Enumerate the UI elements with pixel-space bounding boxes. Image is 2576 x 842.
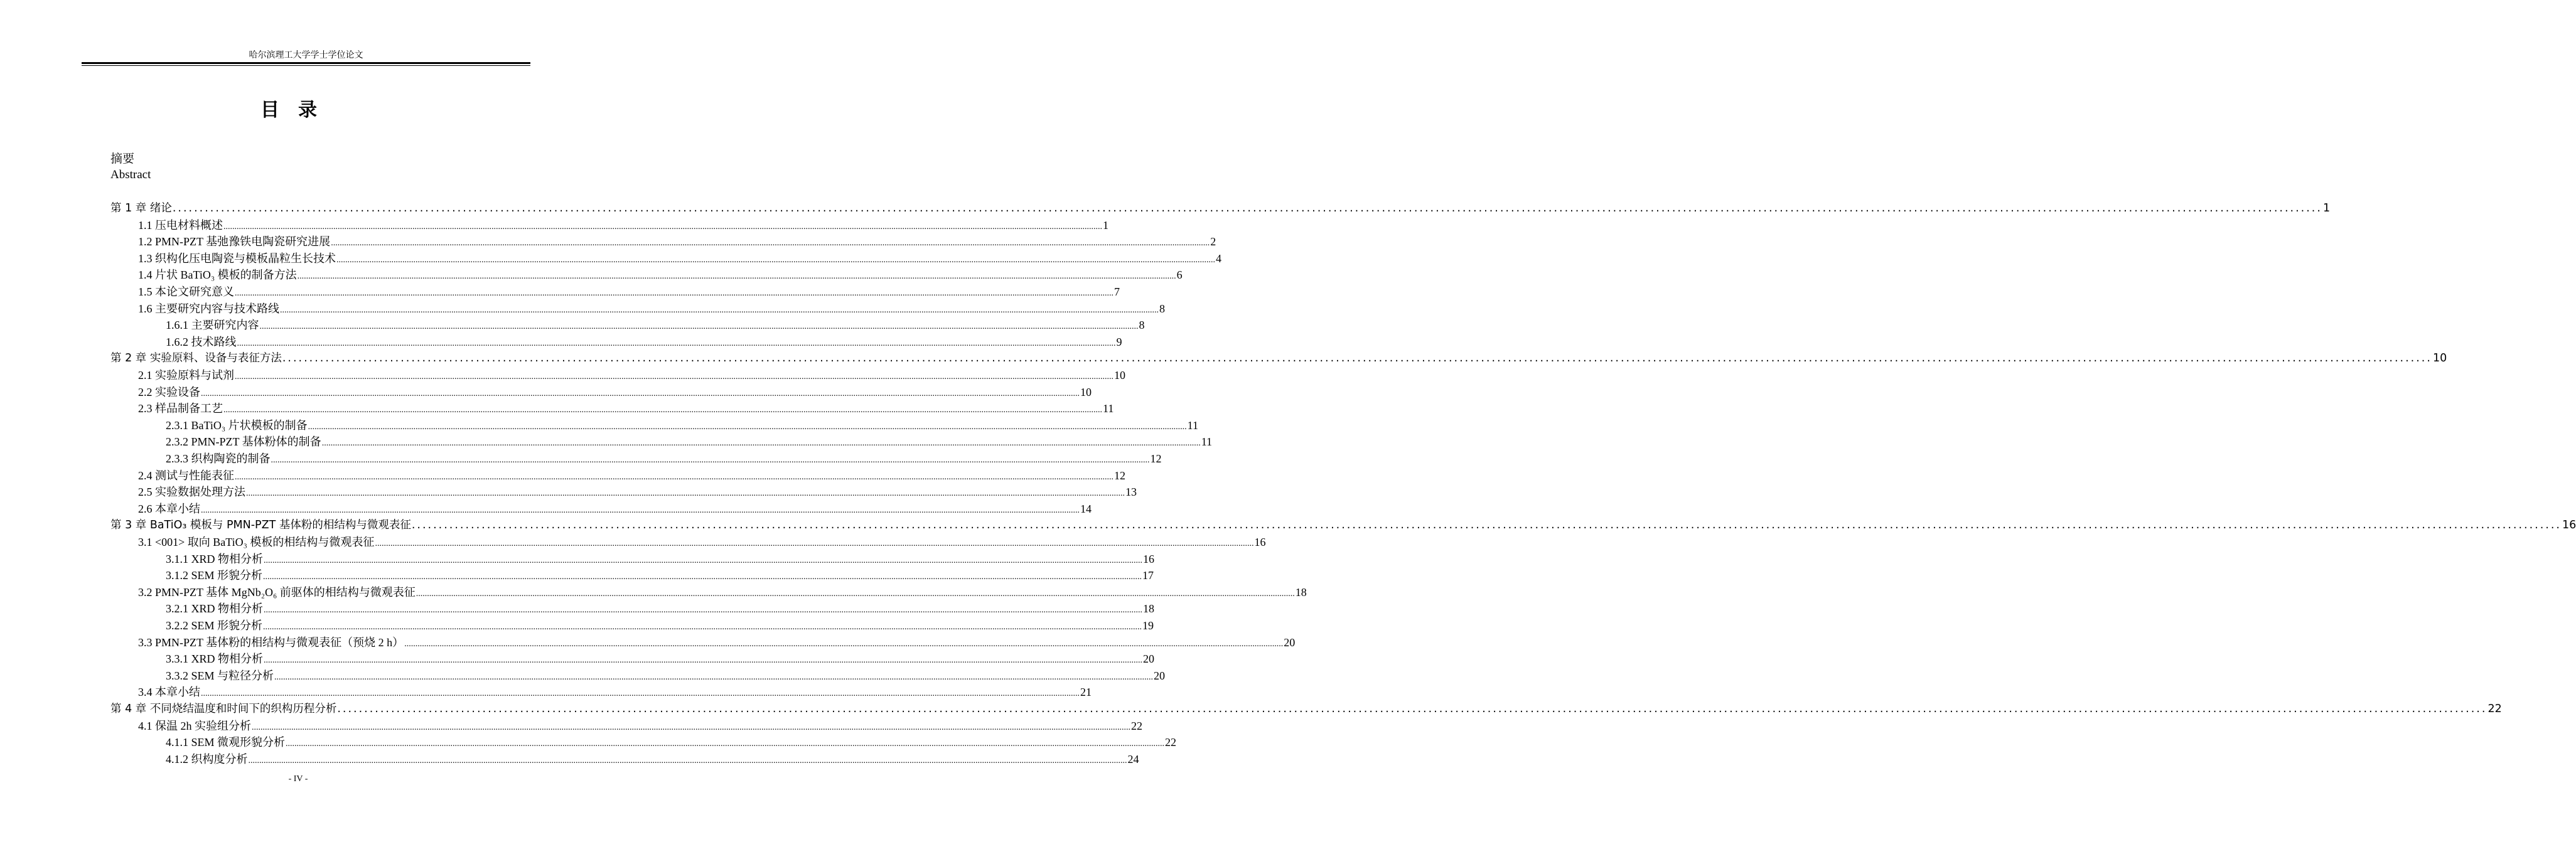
toc-section-entry[interactable] [138, 634, 1296, 650]
toc-chapter-entry[interactable] [110, 200, 2331, 216]
toc-entry-page: 20 [1154, 669, 1166, 682]
toc-section-entry[interactable] [138, 683, 1092, 700]
header-rule-thin [82, 65, 530, 66]
toc-section-entry[interactable] [138, 366, 1125, 383]
toc-subsection-entry[interactable] [166, 316, 1145, 333]
toc-subsection-entry[interactable] [166, 433, 1213, 449]
toc-dot-leader: ................................................................................................................................................................................................................................................................................................................................................................................................................ [331, 238, 1210, 248]
toc-dot-leader: ................................................................................................................................................................................................................................................................................................................................................................................................................ [248, 756, 1127, 765]
toc-dot-leader: ................................................................................................................................................................................................................................................................................................................................................................................................................ [280, 306, 1159, 315]
toc-dot-leader: ................................................................................................................................................................................................................................................................................................................................................................................................................ [337, 703, 2487, 715]
toc-entry-label: 2.1 实验原料与试剂 [138, 369, 234, 381]
toc-entry-page: 20 [1143, 653, 1155, 665]
toc-dot-leader: ................................................................................................................................................................................................................................................................................................................................................................................................................ [404, 639, 1284, 649]
toc-entry-label: 第 3 章 BaTiO₃ 模板与 PMN-PZT 基体粉的相结构与微观表征 [110, 519, 411, 531]
toc-entry-page: 14 [1080, 503, 1092, 515]
toc-entry-page: 20 [1284, 636, 1296, 649]
toc-dot-leader: ................................................................................................................................................................................................................................................................................................................................................................................................................ [336, 255, 1215, 265]
toc-entry-page: 12 [1114, 469, 1125, 482]
toc-entry-label: 3.2.1 XRD 物相分析 [166, 602, 264, 615]
toc-entry-label: 1.3 织构化压电陶瓷与模板晶粒生长技术 [138, 252, 336, 265]
toc-entry-page: 8 [1139, 319, 1145, 331]
toc-section-entry[interactable] [138, 383, 1092, 400]
toc-entry-label: 3.3.2 SEM 与粒径分析 [166, 669, 274, 682]
toc-subsection-entry[interactable] [166, 550, 1155, 567]
toc-entry-page: 10 [2432, 352, 2447, 365]
toc-subsection-entry[interactable] [166, 667, 1166, 683]
toc-entry-page: 1 [1103, 219, 1108, 232]
toc-subsection-entry[interactable] [166, 733, 1177, 750]
toc-title: 目录 [260, 99, 336, 121]
toc-entry-label: 2.5 实验数据处理方法 [138, 486, 245, 498]
toc-dot-leader: ................................................................................................................................................................................................................................................................................................................................................................................................................ [263, 572, 1142, 582]
toc-dot-leader: ................................................................................................................................................................................................................................................................................................................................................................................................................ [201, 689, 1080, 698]
toc-entry-label: 2.3.1 BaTiO₃ 片状模板的制备 [166, 419, 308, 432]
toc-entry-label: 2.6 本章小结 [138, 503, 200, 515]
toc-section-entry[interactable] [138, 500, 1092, 516]
toc-section-entry[interactable] [138, 533, 1266, 550]
toc-entry-label: 2.2 实验设备 [138, 386, 200, 398]
toc-subsection-entry[interactable] [166, 567, 1154, 583]
toc-entry-page: 10 [1114, 369, 1125, 381]
toc-dot-leader: ................................................................................................................................................................................................................................................................................................................................................................................................................ [235, 372, 1114, 381]
toc-dot-leader: ................................................................................................................................................................................................................................................................................................................................................................................................................ [235, 289, 1114, 298]
toc-entry-page: 10 [1080, 386, 1092, 398]
toc-entry-page: 19 [1142, 619, 1154, 632]
toc-entry-page: 22 [1165, 736, 1177, 749]
toc-dot-leader: ................................................................................................................................................................................................................................................................................................................................................................................................................ [271, 456, 1150, 465]
toc-dot-leader: ................................................................................................................................................................................................................................................................................................................................................................................................................ [246, 489, 1125, 498]
toc-entry-page: 11 [1201, 435, 1213, 448]
toc-entry-label: 2.4 测试与性能表征 [138, 469, 234, 482]
toc-dot-leader: ................................................................................................................................................................................................................................................................................................................................................................................................................ [252, 723, 1130, 732]
toc-section-entry[interactable] [138, 400, 1114, 416]
toc-entry-page: 18 [1143, 602, 1155, 615]
toc-dot-leader: ................................................................................................................................................................................................................................................................................................................................................................................................................ [201, 506, 1080, 515]
toc-entry-page: 8 [1159, 302, 1165, 315]
toc-dot-leader: ................................................................................................................................................................................................................................................................................................................................................................................................................ [237, 339, 1116, 348]
toc-dot-leader: ................................................................................................................................................................................................................................................................................................................................................................................................................ [308, 422, 1187, 432]
toc-dot-leader: ................................................................................................................................................................................................................................................................................................................................................................................................................ [375, 539, 1254, 548]
toc-dot-leader: ................................................................................................................................................................................................................................................................................................................................................................................................................ [264, 605, 1143, 615]
toc-dot-leader: ................................................................................................................................................................................................................................................................................................................................................................................................................ [223, 405, 1102, 415]
toc-section-entry[interactable] [138, 233, 1216, 249]
toc-dot-leader: ................................................................................................................................................................................................................................................................................................................................................................................................................ [201, 389, 1080, 398]
toc-subsection-entry[interactable] [166, 450, 1162, 466]
toc-dot-leader: ................................................................................................................................................................................................................................................................................................................................................................................................................ [286, 739, 1165, 749]
toc-entry-label: 4.1.2 织构度分析 [166, 753, 248, 765]
toc-section-entry[interactable] [138, 266, 1183, 282]
toc-subsection-entry[interactable] [166, 600, 1155, 616]
toc-entry-page: 16 [1254, 536, 1266, 548]
toc-dot-leader: ................................................................................................................................................................................................................................................................................................................................................................................................................ [274, 673, 1154, 682]
toc-section-entry[interactable] [138, 250, 1221, 266]
toc-dot-leader: ................................................................................................................................................................................................................................................................................................................................................................................................................ [416, 589, 1295, 599]
toc-entry-label: 1.6 主要研究内容与技术路线 [138, 302, 279, 315]
toc-dot-leader: ................................................................................................................................................................................................................................................................................................................................................................................................................ [264, 556, 1143, 565]
header-rule-thick [82, 62, 530, 64]
toc-dot-leader: ................................................................................................................................................................................................................................................................................................................................................................................................................ [297, 272, 1176, 281]
toc-entry-label: 第 4 章 不同烧结温度和时间下的织构历程分析 [110, 703, 337, 715]
toc-entry-page: 16 [1143, 553, 1155, 565]
toc-subsection-entry[interactable] [166, 650, 1155, 666]
toc-entry-label: 2.3.3 织构陶瓷的制备 [166, 452, 271, 465]
toc-entry-label: 3.3 PMN-PZT 基体粉的相结构与微观表征（预烧 2 h） [138, 636, 404, 649]
toc-dot-leader: ................................................................................................................................................................................................................................................................................................................................................................................................................ [282, 352, 2432, 365]
toc-chapter-entry[interactable] [110, 349, 2447, 366]
toc-entry-page: 21 [1080, 686, 1092, 698]
toc-entry-label: 1.5 本论文研究意义 [138, 285, 234, 298]
toc-entry-label: 2.3 样品制备工艺 [138, 402, 223, 415]
toc-entry-label: 3.2 PMN-PZT 基体 MgNb₂O₆ 前驱体的相结构与微观表征 [138, 586, 416, 599]
front-matter-abstract-en[interactable]: Abstract [110, 168, 151, 181]
toc-section-entry[interactable] [138, 717, 1142, 733]
toc-subsection-entry[interactable] [166, 750, 1139, 767]
toc-entry-page: 13 [1125, 486, 1137, 498]
toc-entry-page: 11 [1103, 402, 1114, 415]
toc-entry-label: 2.3.2 PMN-PZT 基体粉体的制备 [166, 435, 321, 448]
toc-entry-label: 3.1 <001> 取向 BaTiO₃ 模板的相结构与微观表征 [138, 536, 375, 548]
toc-entry-label: 1.1 压电材料概述 [138, 219, 223, 232]
toc-entry-label: 3.3.1 XRD 物相分析 [166, 653, 264, 665]
toc-entry-page: 7 [1114, 285, 1120, 298]
toc-subsection-entry[interactable] [166, 417, 1198, 433]
front-matter-abstract-cn[interactable]: 摘要 [110, 152, 135, 166]
toc-entry-page: 12 [1150, 452, 1162, 465]
toc-section-entry[interactable] [138, 216, 1108, 233]
toc-section-entry[interactable] [138, 300, 1165, 316]
toc-entry-page: 2 [1210, 235, 1216, 248]
toc-entry-label: 1.6.1 主要研究内容 [166, 319, 259, 331]
toc-dot-leader: ................................................................................................................................................................................................................................................................................................................................................................................................................ [235, 472, 1114, 482]
toc-dot-leader: ................................................................................................................................................................................................................................................................................................................................................................................................................ [259, 322, 1139, 331]
toc-entry-page: 6 [1176, 269, 1183, 281]
toc-section-entry[interactable] [138, 584, 1307, 600]
toc-section-entry[interactable] [138, 467, 1125, 483]
toc-dot-leader: ................................................................................................................................................................................................................................................................................................................................................................................................................ [263, 622, 1142, 632]
toc-entry-label: 第 1 章 绪论 [110, 202, 172, 215]
toc-dot-leader: ................................................................................................................................................................................................................................................................................................................................................................................................................ [321, 439, 1201, 448]
page-number-footer: - IV - [288, 774, 308, 784]
toc-entry-label: 4.1 保温 2h 实验组分析 [138, 720, 251, 732]
toc-dot-leader: ................................................................................................................................................................................................................................................................................................................................................................................................................ [411, 519, 2562, 531]
toc-entry-page: 11 [1187, 419, 1198, 432]
toc-section-entry[interactable] [138, 283, 1120, 299]
toc-entry-label: 4.1.1 SEM 微观形貌分析 [166, 736, 286, 749]
toc-entry-page: 4 [1216, 252, 1221, 265]
toc-dot-leader: ................................................................................................................................................................................................................................................................................................................................................................................................................ [172, 202, 2322, 215]
toc-entry-label: 1.2 PMN-PZT 基弛豫铁电陶瓷研究进展 [138, 235, 331, 248]
toc-subsection-entry[interactable] [166, 617, 1154, 633]
toc-entry-page: 16 [2562, 519, 2576, 531]
toc-chapter-entry[interactable] [110, 516, 2576, 533]
toc-entry-page: 22 [1131, 720, 1142, 732]
toc-entry-label: 3.1.1 XRD 物相分析 [166, 553, 264, 565]
toc-entry-page: 24 [1127, 753, 1139, 765]
toc-entry-label: 3.2.2 SEM 形貌分析 [166, 619, 263, 632]
toc-entry-label: 3.4 本章小结 [138, 686, 200, 698]
toc-entry-page: 18 [1295, 586, 1307, 599]
toc-chapter-entry[interactable] [110, 700, 2502, 717]
toc-entry-page: 1 [2322, 202, 2331, 215]
toc-section-entry[interactable] [138, 483, 1137, 499]
toc-dot-leader: ................................................................................................................................................................................................................................................................................................................................................................................................................ [264, 656, 1143, 665]
toc-subsection-entry[interactable] [166, 333, 1122, 349]
toc-entry-page: 17 [1142, 569, 1154, 582]
toc-entry-page: 22 [2487, 703, 2502, 715]
toc-entry-label: 1.4 片状 BaTiO₃ 模板的制备方法 [138, 269, 297, 281]
toc-entry-label: 3.1.2 SEM 形貌分析 [166, 569, 263, 582]
toc-entry-label: 1.6.2 技术路线 [166, 336, 237, 348]
running-header: 哈尔滨理工大学学士学位论文 [249, 50, 363, 60]
toc-entry-label: 第 2 章 实验原料、设备与表征方法 [110, 352, 282, 365]
toc-dot-leader: ................................................................................................................................................................................................................................................................................................................................................................................................................ [223, 222, 1102, 232]
toc-entry-page: 9 [1116, 336, 1122, 348]
